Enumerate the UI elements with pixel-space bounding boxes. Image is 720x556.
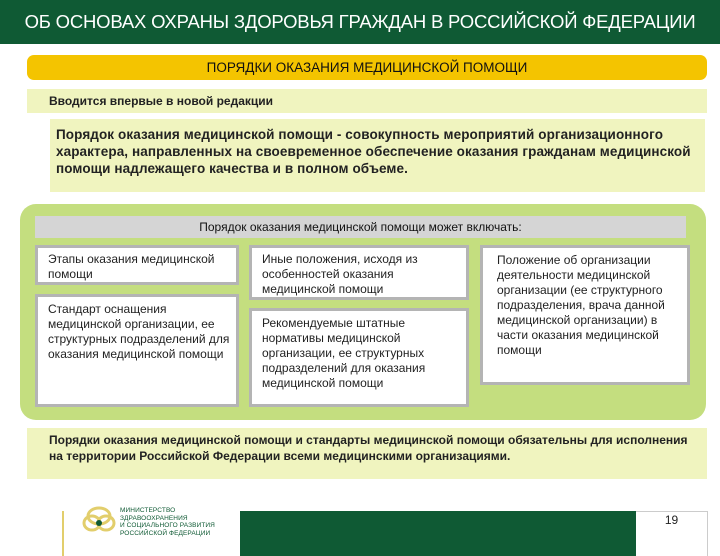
item-organization-regulation: Положение об организации деятельности медицинской организации (ее структурного подразделения, врача данной медицинской организации) в части оказания медицинской помощи xyxy=(480,245,690,385)
intro-note: Вводится впервые в новой редакции xyxy=(27,89,707,113)
obligation-note: Порядки оказания медицинской помощи и стандарты медицинской помощи обязательны для исполнения на территории Российской Федерации всеми медицинскими организациями. xyxy=(27,428,707,479)
definition-text: Порядок оказания медицинской помощи - совокупность мероприятий организационного характера, направленных на своевременное обеспечение оказания гражданам медицинской помощи надлежащего качества и в полном объеме. xyxy=(50,119,705,192)
footer-divider xyxy=(62,511,64,556)
contents-header: Порядок оказания медицинской помощи может включать: xyxy=(35,216,686,238)
footer-band xyxy=(240,511,636,556)
page-number: 19 xyxy=(636,511,708,556)
item-other-provisions: Иные положения, исходя из особенностей оказания медицинской помощи xyxy=(249,245,469,300)
item-stages: Этапы оказания медицинской помощи xyxy=(35,245,239,285)
item-equipment-standard: Стандарт оснащения медицинской организации, ее структурных подразделений для оказания медицинской помощи xyxy=(35,294,239,407)
slide-title: ОБ ОСНОВАХ ОХРАНЫ ЗДОРОВЬЯ ГРАЖДАН В РОССИЙСКОЙ ФЕДЕРАЦИИ xyxy=(0,0,720,44)
section-subtitle: ПОРЯДКИ ОКАЗАНИЯ МЕДИЦИНСКОЙ ПОМОЩИ xyxy=(27,55,707,80)
ministry-logo-text: МИНИСТЕРСТВО ЗДРАВООХРАНЕНИЯ И СОЦИАЛЬНОГО РАЗВИТИЯ РОССИЙСКОЙ ФЕДЕРАЦИИ xyxy=(120,507,215,537)
item-staffing-norms: Рекомендуемые штатные нормативы медицинской организации, ее структурных подразделений для оказания медицинской помощи xyxy=(249,308,469,407)
ministry-logo-icon xyxy=(80,506,118,536)
